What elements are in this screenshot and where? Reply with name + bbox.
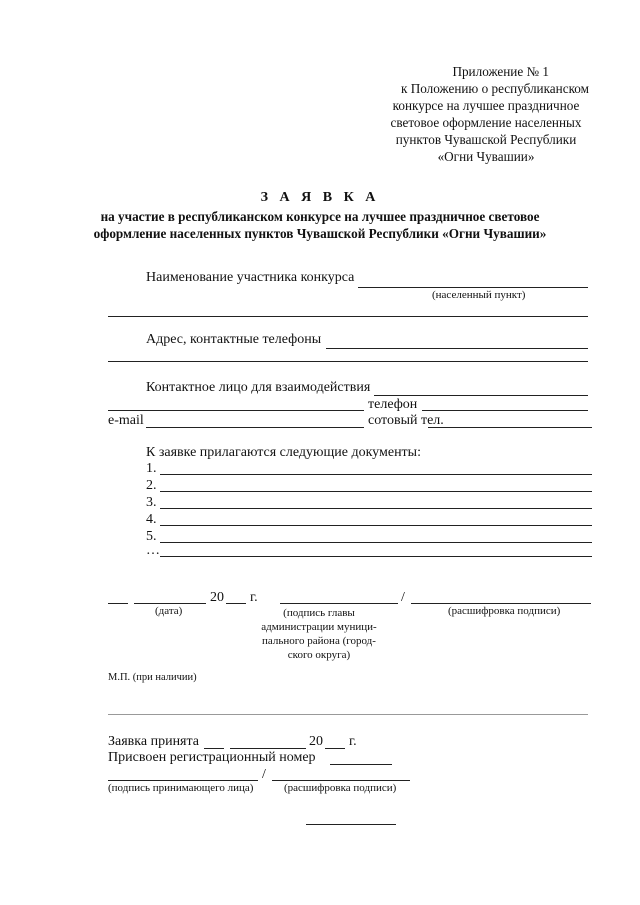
accepted-year-prefix: 20 — [309, 734, 323, 749]
accepted-year-suffix: г. — [349, 734, 357, 749]
document-item-number: 2. — [146, 478, 157, 493]
phone-line[interactable] — [422, 410, 588, 411]
address-line[interactable] — [326, 348, 588, 349]
document-item-number: … — [146, 543, 160, 558]
document-item-line[interactable] — [160, 508, 592, 509]
document-item-line[interactable] — [160, 542, 592, 543]
document-item-line[interactable] — [160, 491, 592, 492]
receiver-slash: / — [262, 767, 266, 782]
date-caption: (дата) — [155, 605, 183, 617]
document-item-line[interactable] — [160, 474, 592, 475]
head-signature-line[interactable] — [280, 603, 398, 604]
participant-name-line[interactable] — [358, 287, 588, 288]
mobile-line[interactable] — [428, 427, 592, 428]
receiver-decoding-line[interactable] — [272, 780, 410, 781]
decoding-caption: (расшифровка подписи) — [448, 605, 561, 617]
appendix-line: световое оформление населенных — [390, 115, 582, 130]
document-item-line[interactable] — [160, 525, 592, 526]
email-label: e-mail — [108, 413, 144, 428]
mobile-label: сотовый тел. — [368, 413, 444, 428]
stamp-label: М.П. (при наличии) — [108, 672, 197, 683]
caption-line: администрации муници- — [261, 621, 377, 633]
appendix-line: пунктов Чувашской Республики — [395, 132, 577, 147]
document-item-number: 3. — [146, 495, 157, 510]
signature-slash: / — [401, 590, 405, 605]
document-item-number: 4. — [146, 512, 157, 527]
email-line[interactable] — [146, 427, 364, 428]
contact-person-line-2[interactable] — [108, 410, 364, 411]
appendix-line: к Положению о республиканском — [401, 81, 589, 96]
participant-name-line-2[interactable] — [108, 316, 588, 317]
reg-number-line[interactable] — [330, 764, 392, 765]
document-subtitle-line: на участие в республиканском конкурсе на лучшее праздничное световое — [100, 209, 540, 224]
date-year-prefix: 20 — [210, 590, 224, 605]
appendix-line: «Огни Чувашии» — [437, 149, 535, 164]
document-item-line[interactable] — [160, 556, 592, 557]
receiver-decoding-caption: (расшифровка подписи) — [284, 782, 397, 794]
accepted-label: Заявка принята — [108, 734, 199, 749]
head-signature-caption — [254, 606, 384, 662]
date-day-line[interactable] — [108, 603, 128, 604]
documents-heading: К заявке прилагаются следующие документы: — [146, 445, 421, 460]
document-item-number: 1. — [146, 461, 157, 476]
contact-person-label: Контактное лицо для взаимодействия — [146, 380, 371, 395]
appendix-number: Приложение № 1 — [452, 64, 549, 79]
caption-line: пального района (город- — [262, 635, 376, 647]
date-year-line[interactable] — [226, 603, 246, 604]
receiver-caption: (подпись принимающего лица) — [108, 782, 254, 794]
contact-person-line[interactable] — [374, 395, 588, 396]
decoding-line[interactable] — [411, 603, 591, 604]
document-subtitle-line: оформление населенных пунктов Чувашской Республики «Огни Чувашии» — [93, 226, 547, 241]
closing-separator — [306, 824, 396, 825]
receiver-signature-line[interactable] — [108, 780, 258, 781]
document-title: З А Я В К А — [260, 190, 380, 205]
section-divider — [108, 714, 588, 715]
caption-line: ского округа) — [287, 649, 351, 661]
participant-name-hint: (населенный пункт) — [432, 289, 526, 301]
reg-number-label: Присвоен регистрационный номер — [108, 750, 316, 765]
address-line-2[interactable] — [108, 361, 588, 362]
participant-name-label: Наименование участника конкурса — [146, 270, 355, 285]
appendix-block — [383, 63, 589, 165]
accepted-day-line[interactable] — [204, 748, 224, 749]
date-year-suffix: г. — [250, 590, 258, 605]
document-item-number: 5. — [146, 529, 157, 544]
date-month-line[interactable] — [134, 603, 206, 604]
accepted-month-line[interactable] — [230, 748, 306, 749]
accepted-year-line[interactable] — [325, 748, 345, 749]
appendix-line: конкурсе на лучшее праздничное — [392, 98, 580, 113]
phone-label: телефон — [368, 397, 418, 412]
caption-line: (подпись главы — [283, 607, 355, 619]
address-label: Адрес, контактные телефоны — [146, 332, 322, 347]
